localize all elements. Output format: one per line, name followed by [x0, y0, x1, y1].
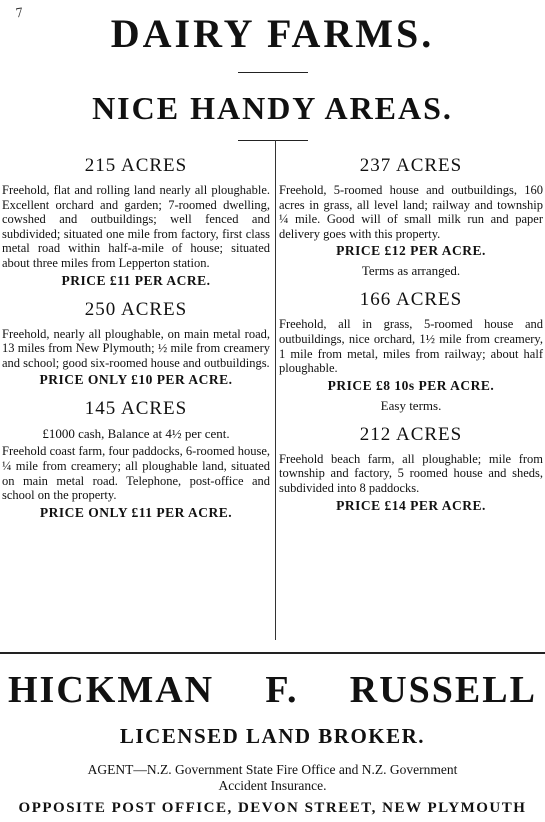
lot-166-acres [279, 289, 543, 413]
lot-cash-terms: £1000 cash, Balance at 4½ per cent. [42, 426, 230, 442]
left-column [2, 153, 270, 531]
headline: DAIRY FARMS. [110, 11, 435, 56]
agent-name [0, 668, 545, 712]
lot-acres: 250 ACRES [84, 298, 188, 320]
lot-price: PRICE ONLY £10 PER ACRE. [39, 372, 233, 388]
lot-terms: Easy terms. [380, 397, 442, 413]
column-divider [275, 140, 276, 640]
lot-price: PRICE £11 PER ACRE. [61, 272, 211, 288]
footer-rule [0, 652, 545, 654]
lot-description: Freehold, flat and rolling land nearly all ploughable. Excellent orchard and garden; 7-roomed dwelling, cowshed and outbuildings; well fenced and subdivided; situated one mile from factory, first class metal road within half-a-mile of house; situated about three miles from Lepperton station. [2, 183, 270, 270]
agent-first-name: HICKMAN [8, 669, 215, 711]
lot-250-acres [2, 299, 270, 389]
agent-surname: RUSSELL [349, 669, 537, 711]
headline-rule [238, 72, 308, 73]
agent-initial: F. [265, 669, 299, 711]
lot-price: PRICE ONLY £11 PER ACRE. [39, 504, 233, 520]
agent-title: LICENSED LAND BROKER. [119, 724, 426, 748]
lot-acres: 215 ACRES [84, 155, 188, 176]
subheadline: NICE HANDY AREAS. [92, 90, 453, 126]
lot-description: Freehold coast farm, four paddocks, 6-roomed house, ¼ mile from creamery; all ploughable land, situated on main metal road. Telephone, post-office and school on the property. [2, 444, 270, 503]
lot-acres: 237 ACRES [359, 155, 463, 176]
agent-address: OPPOSITE POST OFFICE, DEVON STREET, NEW PLYMOUTH [18, 800, 527, 816]
agency-line-2: Accident Insurance. [218, 778, 327, 793]
lot-description: Freehold beach farm, all ploughable; mile from township and factory, 5 roomed house and sheds, subdivided into 8 paddocks. [279, 451, 543, 495]
right-column [279, 153, 543, 524]
lot-description: Freehold, nearly all ploughable, on main metal road, 13 miles from New Plymouth; ½ mile from creamery and school; good six-roomed house and outbuildings. [2, 326, 270, 370]
subheadline-rule [238, 140, 308, 141]
lot-description: Freehold, 5-roomed house and outbuildings, 160 acres in grass, all level land; railway and township ¼ mile. Good will of small milk run and paper delivery goes with this property. [279, 183, 543, 241]
lot-237-acres [279, 155, 543, 279]
agency-line-1: AGENT—N.Z. Government State Fire Office and N.Z. Government [87, 762, 458, 777]
lot-acres: 166 ACRES [359, 289, 463, 311]
lot-212-acres [279, 424, 543, 514]
lot-price: PRICE £8 10s PER ACRE. [327, 377, 495, 393]
lot-description: Freehold, all in grass, 5-roomed house and outbuildings, nice orchard, 1½ mile from creamery, 1 mile from metal, miles from railway; about half ploughable. [279, 317, 543, 376]
lot-acres: 145 ACRES [84, 398, 188, 420]
corner-mark: 7 [14, 5, 24, 22]
lot-price: PRICE £12 PER ACRE. [336, 243, 486, 259]
lot-terms: Terms as arranged. [361, 263, 461, 279]
lot-acres: 212 ACRES [359, 423, 463, 445]
lot-price: PRICE £14 PER ACRE. [336, 497, 486, 513]
lot-145-acres [2, 398, 270, 520]
lot-215-acres [2, 155, 270, 289]
